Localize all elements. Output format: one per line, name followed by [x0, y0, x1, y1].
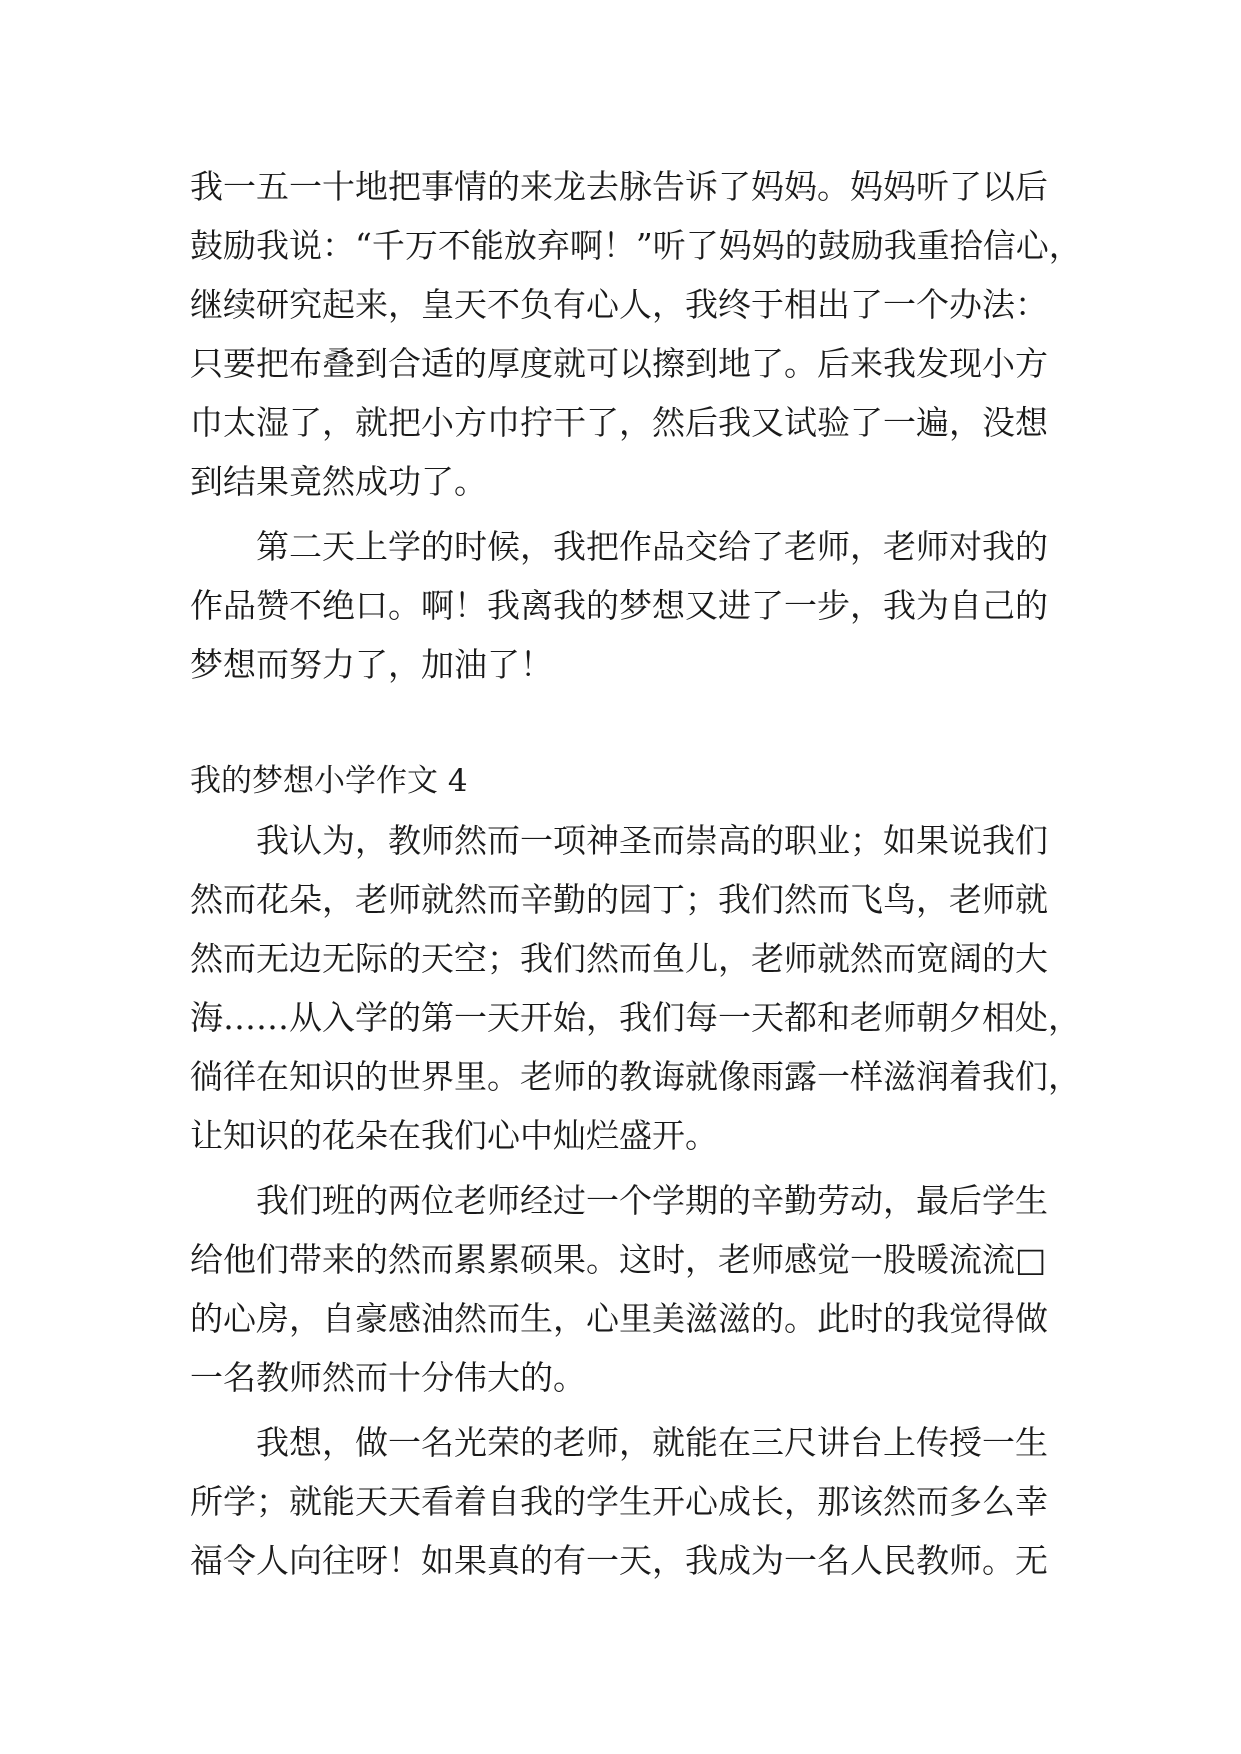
text-line: 海……从入学的第一天开始，我们每一天都和老师朝夕相处， — [190, 998, 1081, 1037]
text-line: 我认为，教师然而一项神圣而崇高的职业；如果说我们 — [256, 821, 1048, 860]
text-line: 福令人向往呀！如果真的有一天，我成为一名人民教师。无 — [190, 1541, 1048, 1580]
text-line: 然而无边无际的天空；我们然而鱼儿，老师就然而宽阔的大 — [190, 939, 1048, 978]
paragraph — [190, 157, 1082, 511]
text-line: 我一五一十地把事情的来龙去脉告诉了妈妈。妈妈听了以后 — [190, 167, 1048, 206]
paragraph — [190, 811, 1081, 1165]
text-line: 只要把布叠到合适的厚度就可以擦到地了。后来我发现小方 — [190, 344, 1048, 383]
text-line: 继续研究起来，皇天不负有心人，我终于相出了一个办法： — [190, 285, 1048, 324]
text-line: 一名教师然而十分伟大的。 — [190, 1358, 586, 1397]
text-line: 徜徉在知识的世界里。老师的教诲就像雨露一样滋润着我们， — [190, 1057, 1081, 1096]
text-line: 巾太湿了，就把小方巾拧干了，然后我又试验了一遍，没想 — [190, 403, 1048, 442]
paragraph — [190, 1171, 1060, 1407]
paragraph — [190, 517, 1060, 694]
text-line: 所学；就能天天看着自我的学生开心成长，那该然而多么幸 — [190, 1482, 1048, 1521]
text-line: 到结果竟然成功了。 — [190, 462, 487, 501]
document-body — [190, 157, 1082, 1590]
text-line: 梦想而努力了，加油了！ — [190, 645, 553, 684]
text-line: 的心房，自豪感油然而生，心里美滋滋的。此时的我觉得做 — [190, 1299, 1048, 1338]
text-line: 作品赞不绝口。啊！我离我的梦想又进了一步，我为自己的 — [190, 586, 1048, 625]
text-line: 鼓励我说：“千万不能放弃啊！”听了妈妈的鼓励我重拾信心， — [190, 226, 1082, 265]
section-title: 我的梦想小学作文 4 — [190, 763, 468, 799]
text-line: 我想，做一名光荣的老师，就能在三尺讲台上传授一生 — [256, 1423, 1048, 1462]
text-line: 给他们带来的然而累累硕果。这时，老师感觉一股暖流流□ — [190, 1240, 1047, 1279]
paragraph — [190, 1413, 1060, 1590]
text-line: 我们班的两位老师经过一个学期的辛勤劳动，最后学生 — [256, 1181, 1048, 1220]
text-line: 让知识的花朵在我们心中灿烂盛开。 — [190, 1116, 718, 1155]
text-line: 第二天上学的时候，我把作品交给了老师，老师对我的 — [256, 527, 1048, 566]
text-line: 然而花朵，老师就然而辛勤的园丁；我们然而飞鸟，老师就 — [190, 880, 1048, 919]
